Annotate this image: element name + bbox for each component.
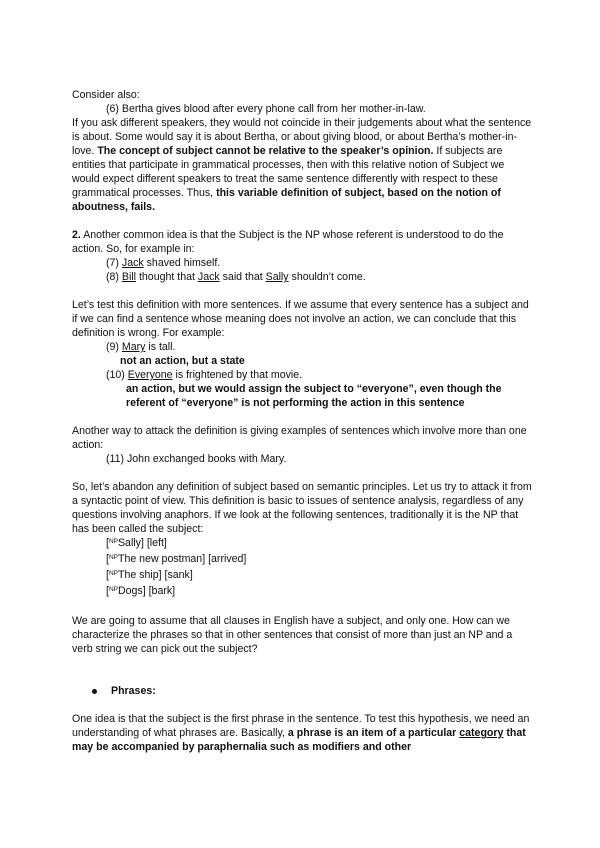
example-11: (11) John exchanged books with Mary. — [106, 453, 287, 465]
phrases-paragraph — [72, 712, 532, 754]
bullet-icon — [92, 689, 97, 694]
np-example — [72, 552, 532, 568]
example-9-note: not an action, but a state — [120, 355, 245, 367]
phrases-heading: Phrases: — [111, 685, 156, 697]
np-bracket: [ — [106, 585, 109, 597]
example-8-text-3: shouldn’t come. — [288, 271, 366, 283]
aboutness-bold-1: The concept of subject cannot be relative to the speaker’s opinion. — [97, 145, 434, 157]
example-9-rest: is tall. — [145, 341, 176, 353]
phrases-text: One idea is that the subject is the first phrase in the sentence. To test this hypothesis, we need an understanding of what phrases are. Basically, — [72, 713, 530, 739]
example-8-text-1: thought that — [136, 271, 198, 283]
phrases-bold-2: that may be accompanied by paraphernalia such as modifiers and other — [72, 727, 526, 753]
example-8 — [72, 270, 532, 284]
test-definition-paragraph: Let’s test this definition with more sentences. If we assume that every sentence has a subject and if we can find a sentence whose meaning does not involve an action, we can conclude that this definition is wrong. For example: — [72, 299, 529, 339]
example-10-note: an action, but we would assign the subject to “everyone”, even though the referent of “everyone” is not performing the action in this sentence — [126, 383, 502, 409]
example-10-rest: is frightened by that movie. — [172, 369, 303, 381]
np-tag: NP — [108, 538, 118, 545]
np-tag: NP — [108, 554, 118, 561]
section-number-2: 2. — [72, 229, 81, 241]
example-8-subject-sally: Sally — [265, 271, 289, 283]
aboutness-paragraph — [72, 116, 532, 214]
np-phrase: Dogs — [117, 585, 143, 597]
example-8-text-2: said that — [219, 271, 266, 283]
example-10-subject: Everyone — [127, 369, 173, 381]
np-bracket: [ — [106, 537, 109, 549]
example-7-rest: shaved himself. — [143, 257, 221, 269]
multiple-actions-paragraph: Another way to attack the definition is giving examples of sentences which involve more than one action: — [72, 425, 527, 451]
example-7-number: (7) — [106, 257, 122, 269]
aboutness-text-1: If you ask different speakers, they would not coincide in their judgements about what the sentence is about. Some would say it is about Bertha, or about giving blood, or about Bertha’s mother-in-love. — [72, 117, 532, 157]
action-definition-text: Another common idea is that the Subject is the NP whose referent is understood to do the action. So, for example in: — [72, 229, 504, 255]
example-7-subject: Jack — [121, 257, 144, 269]
example-10-number: (10) — [106, 369, 128, 381]
phrases-bold-category: category — [459, 727, 504, 739]
np-rest: ] [left] — [140, 537, 167, 549]
np-example — [72, 536, 532, 552]
consider-also-line: Consider also: — [72, 89, 140, 101]
np-rest: ] [arrived] — [202, 553, 247, 565]
example-6: (6) Bertha gives blood after every phone call from her mother-in-law. — [106, 103, 426, 115]
np-tag: NP — [108, 570, 118, 577]
aboutness-bold-2: this variable definition of subject, based on the notion of aboutness, fails. — [72, 187, 501, 213]
action-definition-paragraph — [72, 228, 532, 256]
np-rest: ] [sank] — [158, 569, 193, 581]
document-page — [72, 88, 532, 754]
phrases-bullet — [72, 684, 532, 698]
example-9-subject: Mary — [121, 341, 146, 353]
np-bracket: [ — [106, 569, 109, 581]
example-8-subject-jack: Jack — [197, 271, 220, 283]
phrases-bold-1: a phrase is an item of a particular — [287, 727, 460, 739]
example-8-subject-bill: Bill — [121, 271, 137, 283]
syntactic-approach-paragraph: So, let’s abandon any definition of subject based on semantic principles. Let us try to attack it from a syntactic point of view. This definition is basic to issues of sentence analysis, regardless of any questions involving anaphors. If we look at the following sentences, traditionally it is the NP that has been called the subject: — [72, 481, 532, 535]
np-example — [72, 568, 532, 584]
example-10 — [72, 368, 532, 382]
example-9-number: (9) — [106, 341, 122, 353]
assumption-paragraph: We are going to assume that all clauses in English have a subject, and only one. How can we characterize the phrases so that in other sentences that consist of more than just an NP and a verb string we can pick out the subject? — [72, 615, 513, 655]
np-phrase: The new postman — [117, 553, 203, 565]
aboutness-text-2: If subjects are entities that participate in grammatical processes, then with this relative notion of Subject we would expect different speakers to treat the same sentence differently with respect to these grammatical processes. Thus, — [72, 145, 505, 199]
example-8-number: (8) — [106, 271, 122, 283]
np-bracket: [ — [106, 553, 109, 565]
example-9 — [72, 340, 532, 354]
np-tag: NP — [108, 586, 118, 593]
example-7 — [72, 256, 532, 270]
np-rest: ] [bark] — [142, 585, 176, 597]
np-example — [72, 584, 532, 600]
np-phrase: The ship — [117, 569, 159, 581]
np-phrase: Sally — [117, 537, 141, 549]
